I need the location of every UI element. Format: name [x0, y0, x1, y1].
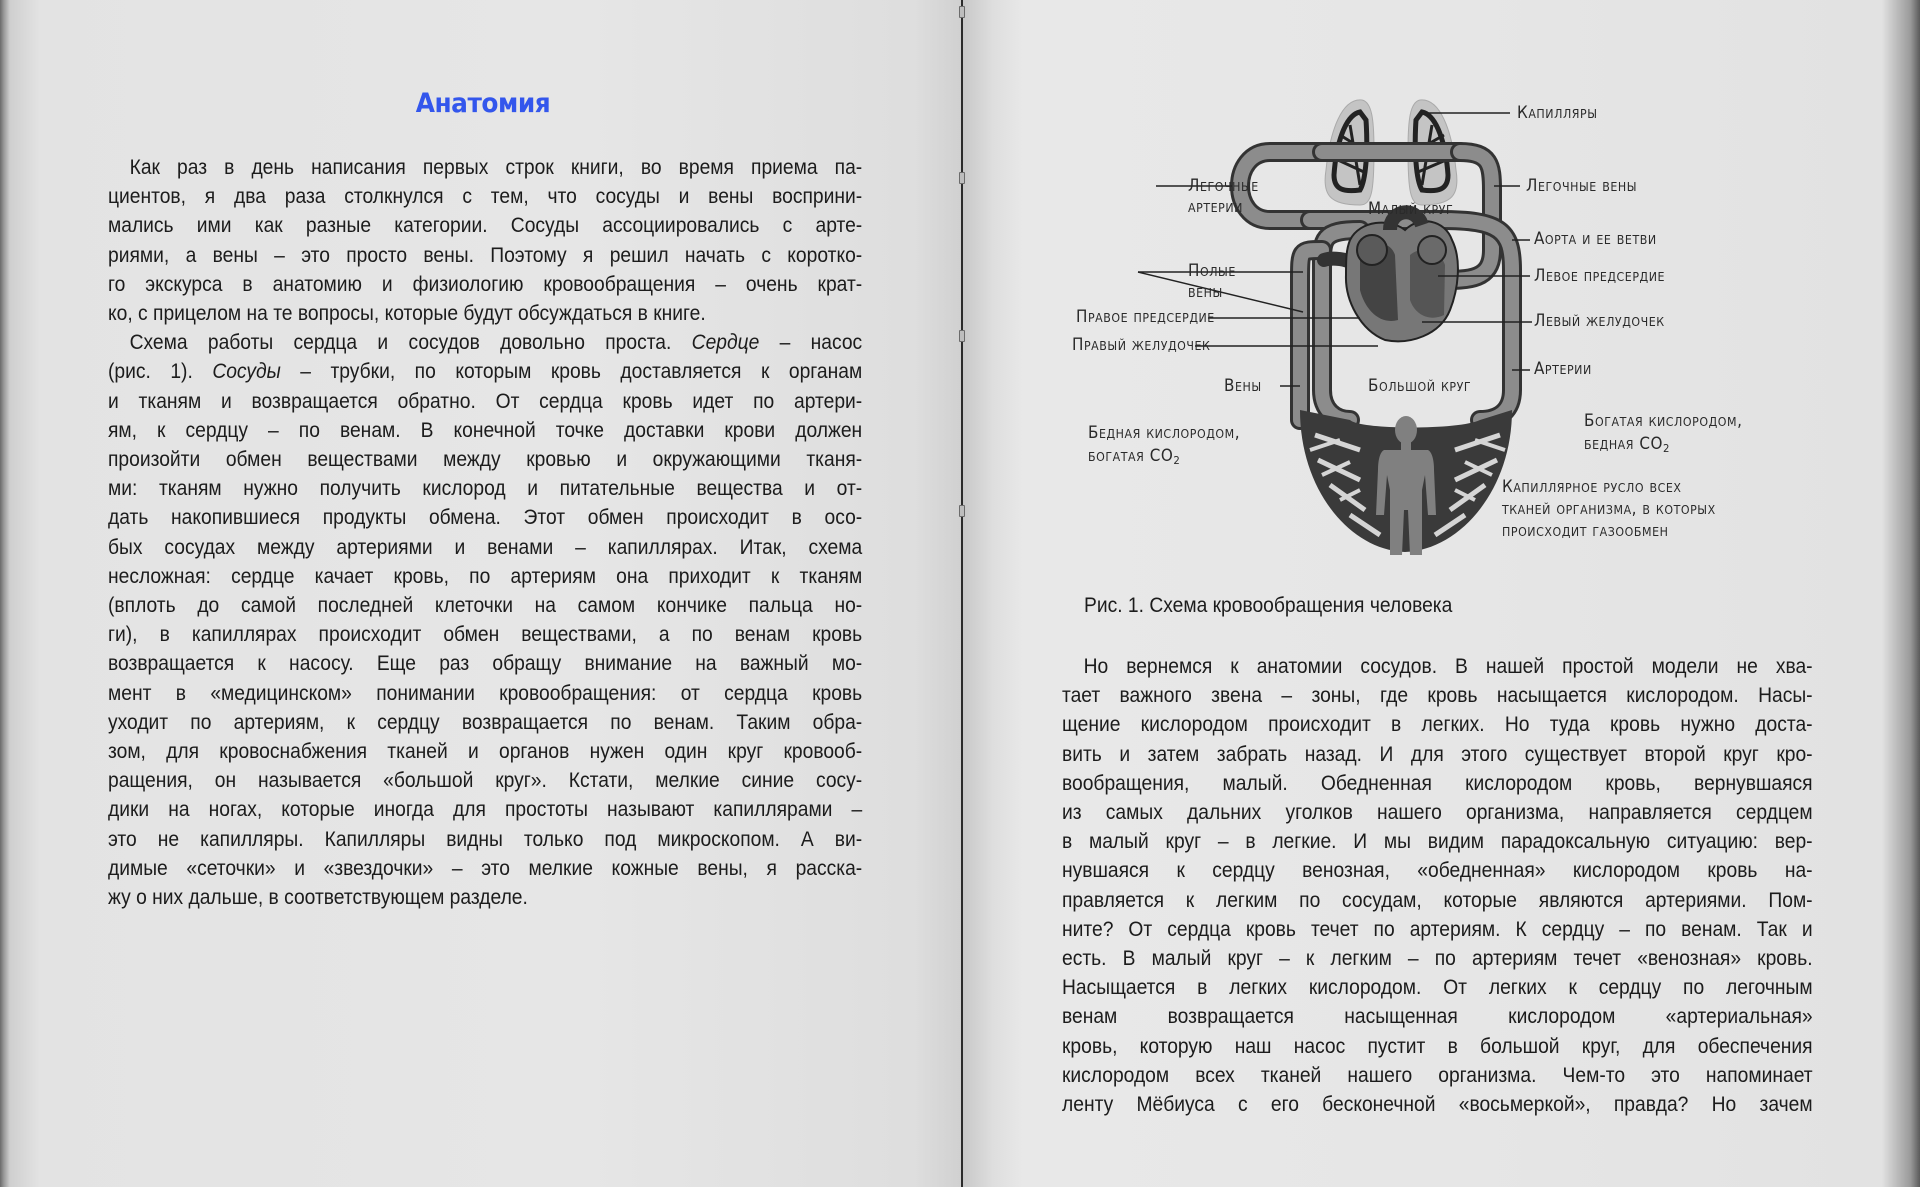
label-aorta: Аорта и ее ветви — [1534, 229, 1657, 248]
label-capillaries: Капилляры — [1517, 103, 1598, 122]
text-line: Насыщается в легких кислородом. От легких к сердцу по легочным — [1062, 975, 1813, 1000]
text-line: ращения, он называется «большой круг». Кстати, мелкие синие сосу- — [108, 768, 863, 793]
circulation-diagram — [1060, 90, 1820, 570]
label-right-ventricle: Правый желудочек — [1072, 335, 1211, 354]
text-line: го экскурса в анатомию и физиологию кровообращения – очень крат- — [108, 271, 863, 296]
text-line: мент в «медицинском» понимании кровообращения: от сердца кровь — [108, 680, 863, 705]
text-line: циентов, я два раза столкнулся с тем, что сосуды и вены восприни- — [108, 184, 863, 209]
text-line: венам возвращается насыщенная кислородом «артериальная» — [1062, 1004, 1813, 1029]
label-co2-rich — [1088, 445, 1180, 472]
spine-binding-clip — [959, 6, 965, 18]
text-line — [108, 357, 862, 386]
text-line: и тканям и возвращается обратно. От сердца кровь идет по артери- — [108, 388, 863, 413]
label-pulmonary-arteries: Легочные — [1188, 176, 1259, 195]
emphasis-vessels: Сосуды — [212, 359, 281, 384]
text-line: дики на ногах, которые иногда для простоты называют капиллярами – — [108, 797, 863, 822]
text-line: произойти обмен веществами между кровью и окружающими тканя- — [108, 447, 863, 472]
label-capillary-bed-2: тканей организма, в которых — [1502, 499, 1716, 518]
text-line: кислородом всех тканей нашего организма. Чем-то это напоминает — [1062, 1062, 1813, 1087]
text-line: зом, для кровоснабжения тканей и органов нужен один круг кровооб- — [108, 739, 863, 764]
subscript: 2 — [1663, 442, 1671, 455]
label-pulmonary-arteries-2: артерии — [1188, 197, 1243, 216]
text-span: – насос — [759, 330, 863, 355]
label-vena-cava: Полые — [1188, 261, 1236, 280]
label-capillary-bed-3: происходит газообмен — [1502, 521, 1669, 540]
label-vena-cava-2: вены — [1188, 282, 1223, 301]
left-page-text — [108, 153, 862, 912]
label-left-ventricle: Левый желудочек — [1534, 311, 1665, 330]
figure-caption: Рис. 1. Схема кровообращения человека — [1084, 593, 1453, 617]
spine-binding-clip — [959, 330, 965, 342]
label-left-atrium: Левое предсердие — [1534, 266, 1666, 285]
emphasis-heart: Сердце — [691, 330, 760, 355]
right-page-text — [1062, 652, 1813, 1119]
text-line: ми: тканям нужно получить кислород и питательные вещества и от- — [108, 476, 863, 501]
text-line: жу о них дальше, в соответствующем разделе. — [108, 885, 528, 910]
label-capillary-bed: Капиллярное русло всех — [1502, 477, 1682, 496]
figure-reference-link[interactable]: (рис. 1). — [108, 359, 213, 384]
text-line: нувшаяся к сердцу венозная, «обедненная» кислородом кровь на- — [1062, 858, 1813, 883]
text-span: – трубки, по которым кровь доставляется к органам — [280, 359, 863, 384]
text-line: вообращения, малый. Обедненная кислородом кровь, вернувшаяся — [1062, 770, 1813, 795]
label-big-circle: Большой круг — [1368, 376, 1472, 395]
label-oxygen-rich: Богатая кислородом, — [1584, 411, 1743, 430]
text-line: это не капилляры. Капилляры видны только под микроскопом. А ви- — [108, 826, 863, 851]
text-line: уходит по артериям, к сердцу возвращается по венам. Таким обра- — [108, 709, 863, 734]
text-line: ги), в капиллярах происходит обмен веществами, а по венам кровь — [108, 622, 863, 647]
spine-binding-clip — [959, 505, 965, 517]
text-line: дать накопившиеся продукты обмена. Этот обмен происходит в осо- — [108, 505, 863, 530]
label-text: бедная CO — [1584, 434, 1664, 453]
label-oxygen-poor: Бедная кислородом, — [1088, 423, 1241, 442]
label-arteries: Артерии — [1534, 359, 1592, 378]
text-line — [108, 328, 862, 357]
label-text: богатая CO — [1088, 446, 1174, 465]
text-line: риями, а вены – это просто вены. Поэтому я решил начать с коротко- — [108, 242, 863, 267]
text-line: возвращается к насосу. Еще раз обращу внимание на важный мо- — [108, 651, 863, 676]
text-line: Но вернемся к анатомии сосудов. В нашей простой модели не хва- — [1083, 654, 1813, 678]
label-small-circle: Малый круг — [1368, 199, 1454, 218]
text-line: щение кислородом происходит в легких. Но туда кровь нужно доста- — [1062, 712, 1813, 737]
text-line: ните? От сердца кровь течет по артериям. К сердцу – по венам. Так и — [1062, 916, 1813, 941]
text-line: вить и затем забрать назад. И для этого существует второй круг кро- — [1062, 741, 1813, 766]
text-line: мались ими как разные категории. Сосуды ассоциировались с арте- — [108, 213, 863, 238]
label-right-atrium: Правое предсердие — [1076, 307, 1215, 326]
text-line: кровь, которую наш насос пустит в большой круг, для обеспечения — [1062, 1033, 1813, 1058]
text-line: ленту Мёбиуса с его бесконечной «восьмеркой», правда? Но зачем — [1062, 1092, 1813, 1117]
text-line: правляется к легким по сосудам, которые являются артериями. Пом- — [1062, 887, 1813, 912]
text-line: в малый круг – в легкие. И мы видим парадоксальную ситуацию: вер- — [1062, 829, 1813, 854]
text-line: несложная: сердце качает кровь, по артериям она приходит к тканям — [108, 563, 863, 588]
text-line: Как раз в день написания первых строк книги, во время приема па- — [129, 155, 863, 179]
text-line: бых сосудах между артериями и венами – капиллярах. Итак, схема — [108, 534, 863, 559]
text-span: Схема работы сердца и сосудов довольно проста. — [129, 330, 692, 355]
text-line: тает важного звена – зоны, где кровь насыщается кислородом. Насы- — [1062, 683, 1813, 708]
text-line: (вплоть до самой последней клеточки на самом кончике пальца но- — [108, 593, 863, 618]
subscript: 2 — [1173, 454, 1181, 467]
text-line: ко, с прицелом на те вопросы, которые будут обсуждаться в книге. — [108, 301, 706, 326]
spine-binding-clip — [959, 172, 965, 184]
label-pulmonary-veins: Легочные вены — [1526, 176, 1638, 195]
label-veins: Вены — [1224, 376, 1262, 395]
text-line: ям, к сердцу – по венам. В конечной точке доставки крови должен — [108, 417, 863, 442]
chapter-heading: Анатомия — [415, 88, 551, 119]
text-line: есть. В малый круг – к легким – по артериям течет «венозная» кровь. — [1062, 946, 1813, 971]
label-co2-poor — [1584, 433, 1670, 460]
text-line: димые «сеточки» и «звездочки» – это мелкие кожные вены, я расска- — [108, 855, 863, 880]
text-line: из самых дальних уголков нашего организма, направляется сердцем — [1062, 800, 1813, 825]
